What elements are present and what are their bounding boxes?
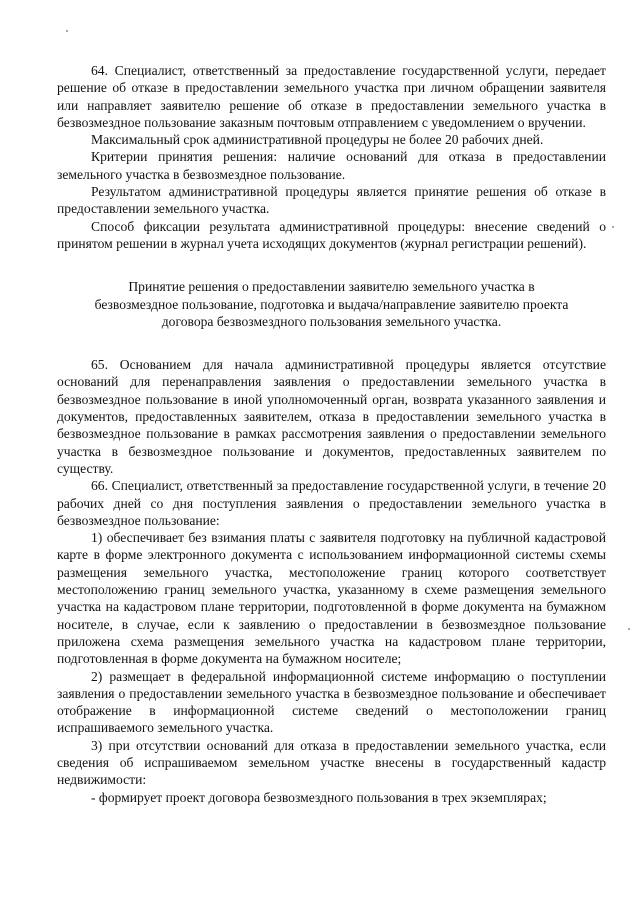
section-heading: Принятие решения о предоставлении заявителю земельного участка в безвозмездное пользование, подготовка и выдача/направление заявителю проекта договора безвозмездного пользования земельного участка. [94,279,569,329]
paragraph-66-item-3: 3) при отсутствии оснований для отказа в предоставлении земельного участка, если сведения об испрашиваемом земельном участке внесены в государственный кадастр недвижимости: [57,737,606,788]
paragraph-criteria: Критерии принятия решения: наличие оснований для отказа в предоставлении земельного участка в безвозмездное пользование. [57,149,606,182]
paragraph-66-item-2: 2) размещает в федеральной информационной системе информацию о поступлении заявления о предоставлении земельного участка в безвозмездное пользование и обеспечивает отображение в информационной системе сведений о местоположении границ испрашиваемого земельного участка. [57,668,606,736]
paragraph-max-term: Максимальный срок административной процедуры не более 20 рабочих дней. [91,132,544,148]
scan-speck [628,628,630,630]
scan-speck [66,30,68,32]
scan-speck [612,226,614,228]
paragraph-66: 66. Специалист, ответственный за предоставление государственной услуги, в течение 20 рабочих дней со дня поступления заявления о предоставлении земельного участка в безвозмездное пользование: [57,478,606,528]
paragraph-fixation: Способ фиксации результата административной процедуры: внесение сведений о принятом решении в журнал учета исходящих документов (журнал регистрации решений). [57,218,606,251]
paragraph-result: Результатом административной процедуры является принятие решения об отказе в предоставлении земельного участка. [57,184,606,217]
paragraph-64: 64. Специалист, ответственный за предоставление государственной услуги, передает решение об отказе в предоставлении земельного участка при личном обращении заявителя или направляет заявителю решение об отказе в предоставлении земельного участка в безвозмездное пользование заказным почтовым отправлением с уведомлением о вручении. [57,63,606,130]
document-body [57,62,606,806]
paragraph-66-item-1: 1) обеспечивает без взимания платы с заявителя подготовку на публичной кадастровой карте в форме электронного документа с использованием информационной системы схемы размещения земельного участка, местоположение границ которого соответствует местоположению границ земельного участка, указанному в схеме размещения земельного участка на кадастровом плане территории, подготовленной в форме документа на бумажном носителе, в случае, если к заявлению о предоставлении в безвозмездное пользование приложена схема размещения земельного участка на кадастровом плане территории, подготовленная в форме документа на бумажном носителе; [57,530,606,667]
paragraph-65: 65. Основанием для начала административной процедуры является отсутствие оснований для перенаправления заявления о предоставлении земельного участка в безвозмездное пользование в иной уполномоченный орган, возврата указанного заявления и документов, предоставленных заявителем, отказа в предоставлении земельного участка в безвозмездное пользование в рамках рассмотрения заявления о предоставлении земельного участка в безвозмездное пользование и документов, предоставленных заявителем по существу. [57,357,606,476]
paragraph-66-item-3-bullet: - формирует проект договора безвозмездного пользования в трех экземплярах; [91,789,547,805]
